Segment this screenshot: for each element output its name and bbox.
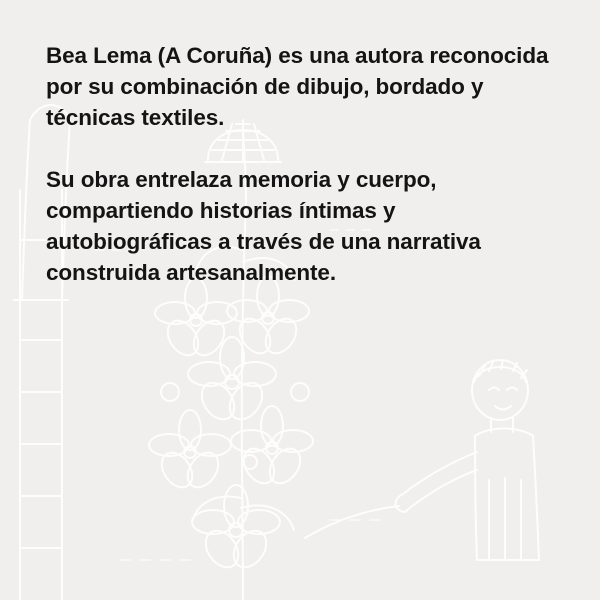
bio-paragraph-1: Bea Lema (A Coruña) es una autora reconocida por su combinación de dibujo, bordado y técnicas textiles. xyxy=(46,43,549,130)
bio-paragraph-2: Su obra entrelaza memoria y cuerpo, compartiendo historias íntimas y autobiográficas a través de una narrativa construida artesanalmente. xyxy=(46,167,481,285)
bio-text-block xyxy=(46,40,566,288)
